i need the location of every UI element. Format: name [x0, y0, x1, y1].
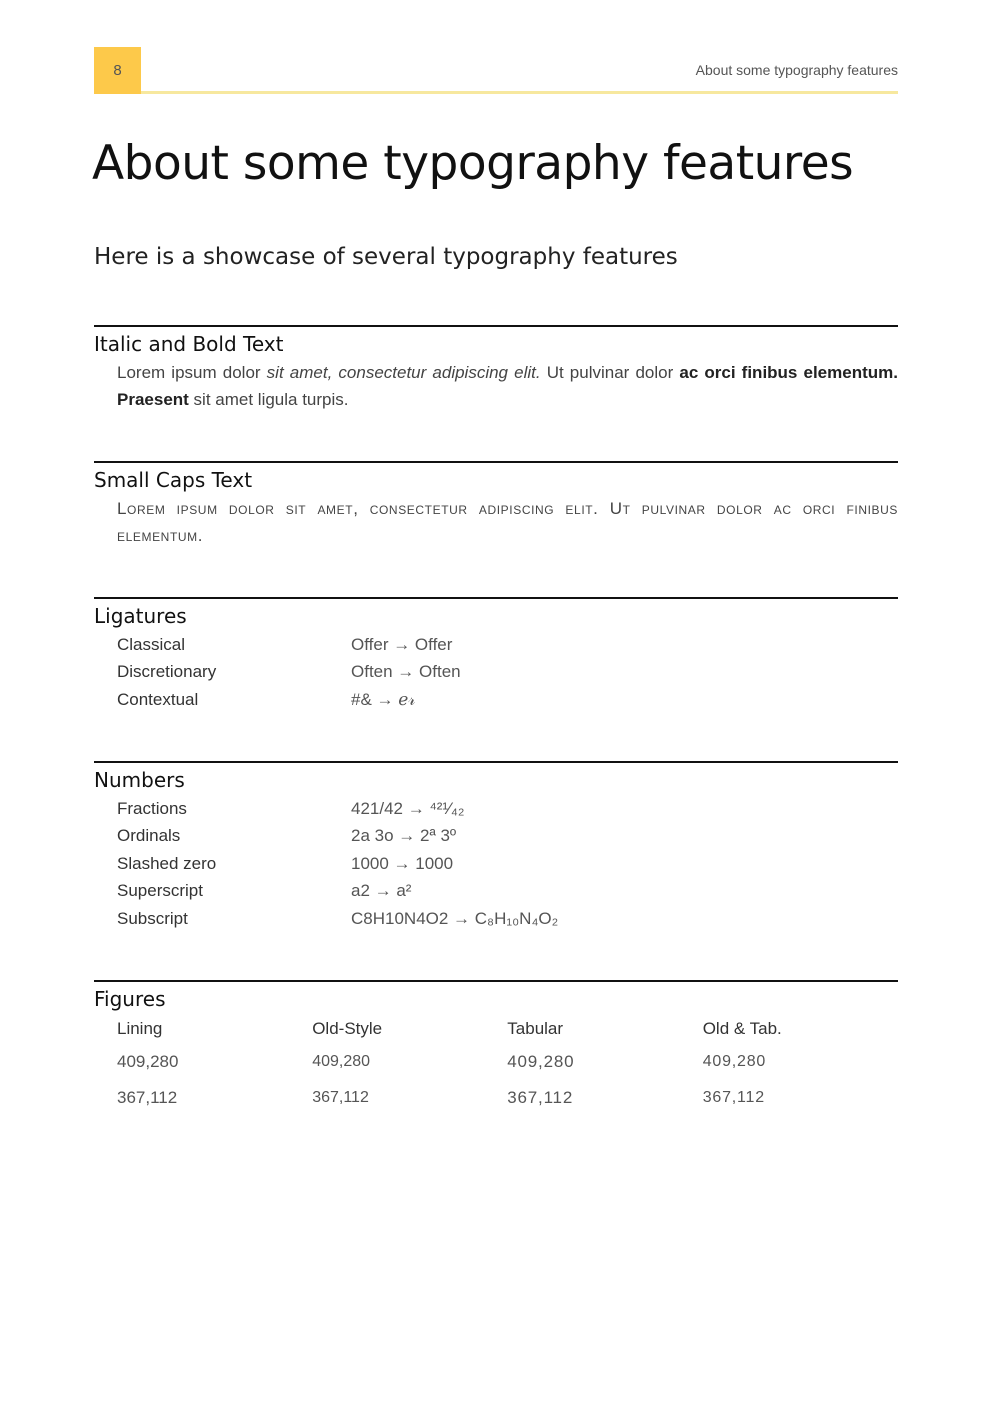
table-row [117, 659, 461, 687]
section-figures [94, 980, 898, 1116]
feature-value: 1000 → 1000 [351, 853, 454, 873]
feature-label: Contextual [117, 689, 199, 709]
running-title: About some typography features [695, 62, 898, 78]
table-cell: 367,112 [507, 1088, 574, 1107]
numbers-table [117, 795, 558, 933]
feature-label: Slashed zero [117, 853, 217, 873]
table-row [117, 850, 558, 878]
feature-value: 421/42 → ⁴²¹⁄₄₂ [351, 798, 465, 818]
table-row [117, 795, 558, 823]
page-number: 8 [94, 47, 141, 94]
section-heading: Italic and Bold Text [94, 332, 284, 356]
column-header: Lining [117, 1019, 163, 1038]
feature-label: Subscript [117, 908, 188, 928]
table-header-row [117, 1014, 898, 1044]
feature-label: Ordinals [117, 826, 181, 846]
feature-label: Discretionary [117, 662, 217, 682]
column-header: Tabular [507, 1019, 564, 1038]
feature-value: Often → Often [351, 662, 461, 682]
small-caps-paragraph: Lorem ipsum dolor sit amet, consectetur adipiscing elit. Ut pulvinar dolor ac orci finibus elementum. [117, 499, 898, 545]
section-italic-bold [94, 325, 898, 413]
feature-value: #& → ℯ𝓇 [351, 689, 416, 709]
section-small-caps [94, 461, 898, 549]
section-numbers [94, 761, 898, 933]
feature-label: Superscript [117, 881, 203, 901]
ligatures-table [117, 631, 461, 714]
column-header: Old-Style [312, 1019, 383, 1038]
section-heading: Figures [94, 987, 166, 1011]
table-cell: 367,112 [312, 1089, 369, 1106]
page-title: About some typography features [92, 136, 854, 191]
figures-table [117, 1014, 898, 1116]
table-cell: 367,112 [117, 1088, 178, 1107]
plain-text: Ut pulvinar dolor [540, 363, 680, 382]
table-row [117, 1044, 898, 1080]
table-cell: 409,280 [702, 1053, 767, 1070]
header-rule [141, 91, 898, 94]
bold-text: ac orci finibus elementum. Praesent [117, 363, 898, 409]
table-row [117, 1080, 898, 1116]
feature-value: a2 → a² [351, 881, 412, 901]
plain-text: sit amet ligula turpis. [188, 390, 349, 409]
table-cell: 409,280 [507, 1052, 575, 1071]
table-row [117, 823, 558, 851]
column-header: Old & Tab. [702, 1019, 782, 1038]
table-row [117, 905, 558, 933]
feature-label: Fractions [117, 798, 187, 818]
table-cell: 409,280 [117, 1052, 179, 1071]
feature-label: Classical [117, 634, 186, 654]
page-subtitle: Here is a showcase of several typography features [94, 244, 678, 270]
italic-text: sit amet, consectetur adipiscing elit. [266, 363, 541, 382]
section-heading: Ligatures [94, 604, 187, 628]
table-cell: 367,112 [702, 1089, 765, 1106]
table-row [117, 878, 558, 906]
page-header [94, 47, 898, 94]
table-row [117, 686, 461, 714]
table-row [117, 631, 461, 659]
italic-bold-paragraph [117, 359, 898, 413]
table-cell: 409,280 [312, 1053, 371, 1070]
plain-text: Lorem ipsum dolor [117, 363, 267, 382]
section-ligatures [94, 597, 898, 714]
section-heading: Small Caps Text [94, 468, 253, 492]
feature-value: 2a 3o → 2ª 3º [351, 826, 457, 846]
feature-value: Offer → Offer [351, 634, 453, 654]
section-heading: Numbers [94, 768, 185, 792]
feature-value: C8H10N4O2 → C₈H₁₀N₄O₂ [351, 908, 559, 928]
